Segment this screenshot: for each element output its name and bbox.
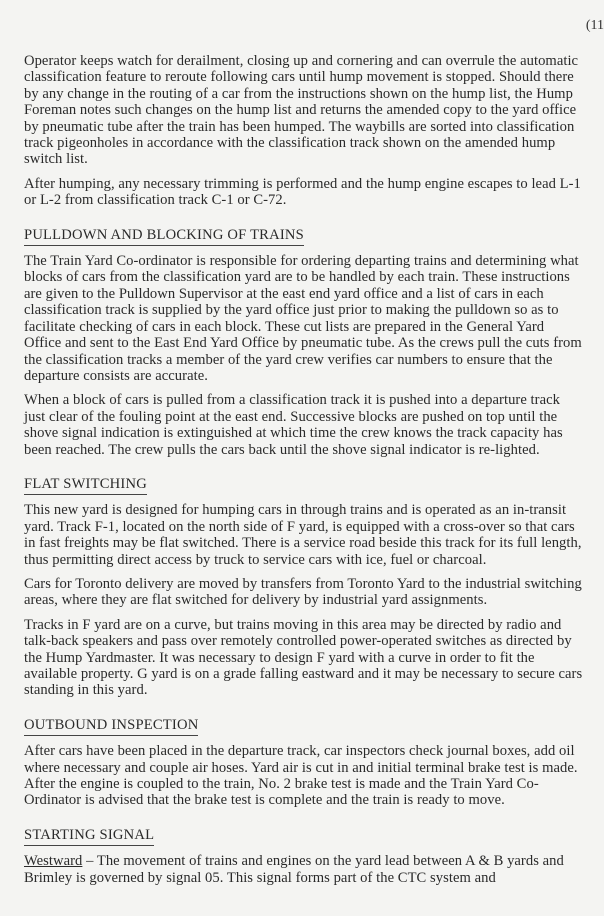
paragraph: After cars have been placed in the departure track, car inspectors check journal boxes, add oil where necessary and couple air hoses. Yard air is cut in and initial terminal brake test is made. After the engine is coupled to the train, No. 2 brake test is made and the Train Yard Co-Ordinator is advised that the brake test is complete and the train is ready to move. [24,743,578,809]
paragraph: The Train Yard Co-ordinator is responsible for ordering departing trains and determining what blocks of cars from the classification yard are to be handled by each train. These instructions are given to the Pulldown Supervisor at the east end yard office and a list of cars in each classification track is supplied by the yard office just prior to making the pulldown so as to facilitate checking of cars in each block. These cut lists are prepared in the General Yard Office and sent to the East End Yard Office by pneumatic tube. As the crews pull the cuts from the classification tracks a member of the yard crew verifies car numbers to ensure that the departure consists are accurate. [24,253,582,384]
paragraph: Tracks in F yard are on a curve, but trains moving in this area may be directed by radio and talk-back speakers and pass over remotely controlled power-operated switches as directed by the Hump Yardmaster. It was necessary to design F yard with a curve in order to fit the available property. G yard is on a grade falling eastward and it may be necessary to secure cars standing in this yard. [24,616,583,699]
document-body [24,53,584,894]
paragraph [24,853,584,886]
page-number: (11 [585,18,604,33]
paragraph: This new yard is designed for humping cars in through trains and is operated as an in-transit yard. Track F-1, located on the north side of F yard, is equipped with a cross-over so that cars in fast freights may be flat switched. There is a service road beside this track for its full length, thus permitting direct access by truck to service cars with ice, fuel or charcoal. [24,502,582,568]
paragraph: Operator keeps watch for derailment, closing up and cornering and can overrule the automatic classification feature to reroute following cars until hump movement is stopped. Should there by any change in the routing of a car from the instructions shown on the hump list, the Hump Foreman notes such changes on the hump list and returns the amended copy to the yard office by pneumatic tube after the train has been humped. The waybills are sorted into classification track pigeonholes in accordance with the classification track shown on the amended hump switch list. [24,53,579,168]
paragraph: After humping, any necessary trimming is performed and the hump engine escapes to lead L-1 or L-2 from classification track C-1 or C-72. [24,175,581,209]
lead-in-westward: Westward [24,853,83,870]
section-heading-flat-switching: FLAT SWITCHING [24,476,147,495]
paragraph-text: – The movement of trains and engines on the yard lead between A & B yards and Brimley is governed by signal 05. This signal forms part of the CTC system and [24,853,564,886]
section-heading-starting-signal: STARTING SIGNAL [24,827,154,846]
section-heading-pulldown: PULLDOWN AND BLOCKING OF TRAINS [24,227,304,246]
section-heading-outbound-inspection: OUTBOUND INSPECTION [24,717,198,736]
paragraph: Cars for Toronto delivery are moved by transfers from Toronto Yard to the industrial switching areas, where they are flat switched for delivery by industrial yard assignments. [24,575,582,609]
paragraph: When a block of cars is pulled from a classification track it is pushed into a departure track just clear of the fouling point at the east end. Successive blocks are pushed on top until the shove signal indication is extinguished at which time the crew knows the track capacity has been reached. The crew pulls the cars back until the shove signal indicator is re-lighted. [24,392,563,458]
